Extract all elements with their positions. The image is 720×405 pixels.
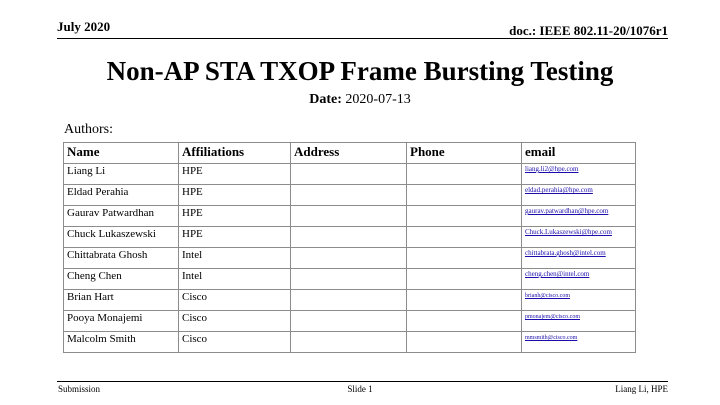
author-email-cell [522, 185, 636, 206]
author-affiliation: HPE [179, 185, 291, 206]
author-address [291, 185, 407, 206]
header-divider [57, 38, 668, 39]
footer-author: Liang Li, HPE [615, 384, 668, 394]
author-address [291, 248, 407, 269]
column-header-phone: Phone [407, 143, 522, 164]
table-row [64, 248, 636, 269]
author-phone [407, 248, 522, 269]
author-phone [407, 185, 522, 206]
author-email-cell [522, 311, 636, 332]
footer-slide-number: Slide 1 [347, 384, 373, 394]
author-phone [407, 206, 522, 227]
author-email-cell [522, 332, 636, 353]
table-row [64, 206, 636, 227]
author-name: Gaurav Patwardhan [64, 206, 179, 227]
author-name: Eldad Perahia [64, 185, 179, 206]
author-phone [407, 269, 522, 290]
footer-divider [57, 381, 668, 382]
column-header-address: Address [291, 143, 407, 164]
author-affiliation: Intel [179, 248, 291, 269]
table-row [64, 185, 636, 206]
author-email-link[interactable]: liang.li2@hpe.com [525, 165, 579, 173]
author-address [291, 290, 407, 311]
date-label: Date: [309, 92, 342, 107]
author-email-link[interactable]: pmonajem@cisco.com [525, 314, 581, 320]
author-affiliation: HPE [179, 227, 291, 248]
author-address [291, 269, 407, 290]
table-row [64, 269, 636, 290]
author-phone [407, 332, 522, 353]
author-address [291, 164, 407, 185]
author-name: Cheng Chen [64, 269, 179, 290]
author-email-link[interactable]: eldad.perahia@hpe.com [525, 186, 593, 194]
author-name: Brian Hart [64, 290, 179, 311]
author-email-cell [522, 227, 636, 248]
author-phone [407, 311, 522, 332]
author-address [291, 206, 407, 227]
author-phone [407, 227, 522, 248]
date-line [0, 92, 720, 108]
table-row [64, 290, 636, 311]
header-date: July 2020 [57, 19, 111, 34]
author-affiliation: Cisco [179, 332, 291, 353]
authors-table [63, 142, 636, 353]
author-affiliation: Intel [179, 269, 291, 290]
author-email-cell [522, 206, 636, 227]
author-email-link[interactable]: gaurav.patwardhan@hpe.com [525, 207, 609, 215]
date-value: 2020-07-13 [345, 92, 411, 107]
author-affiliation: Cisco [179, 311, 291, 332]
author-name: Liang Li [64, 164, 179, 185]
author-email-cell [522, 269, 636, 290]
column-header-name: Name [64, 143, 179, 164]
author-address [291, 311, 407, 332]
author-email-link[interactable]: Chuck.Lukaszewski@hpe.com [525, 228, 612, 236]
footer-submission: Submission [58, 384, 101, 394]
author-name: Chittabrata Ghosh [64, 248, 179, 269]
slide-title: Non-AP STA TXOP Frame Bursting Testing [106, 56, 614, 86]
author-name: Pooya Monajemi [64, 311, 179, 332]
column-header-email: email [522, 143, 636, 164]
header-doc-id: doc.: IEEE 802.11-20/1076r1 [509, 23, 668, 38]
author-email-cell [522, 248, 636, 269]
author-affiliation: HPE [179, 206, 291, 227]
author-email-cell [522, 290, 636, 311]
table-row [64, 227, 636, 248]
author-affiliation: Cisco [179, 290, 291, 311]
author-phone [407, 164, 522, 185]
author-email-link[interactable]: cheng.chen@intel.com [525, 270, 590, 278]
author-phone [407, 290, 522, 311]
table-header-row [64, 143, 636, 164]
author-address [291, 227, 407, 248]
author-email-link[interactable]: brianh@cisco.com [525, 293, 571, 299]
author-name: Malcolm Smith [64, 332, 179, 353]
table-row [64, 311, 636, 332]
authors-label: Authors: [64, 122, 113, 137]
author-affiliation: HPE [179, 164, 291, 185]
column-header-affiliations: Affiliations [179, 143, 291, 164]
table-row [64, 164, 636, 185]
table-row [64, 332, 636, 353]
author-name: Chuck Lukaszewski [64, 227, 179, 248]
author-address [291, 332, 407, 353]
author-email-cell [522, 164, 636, 185]
author-email-link[interactable]: chittabrata.ghosh@intel.com [525, 249, 606, 257]
author-email-link[interactable]: mmsmith@cisco.com [525, 335, 578, 341]
